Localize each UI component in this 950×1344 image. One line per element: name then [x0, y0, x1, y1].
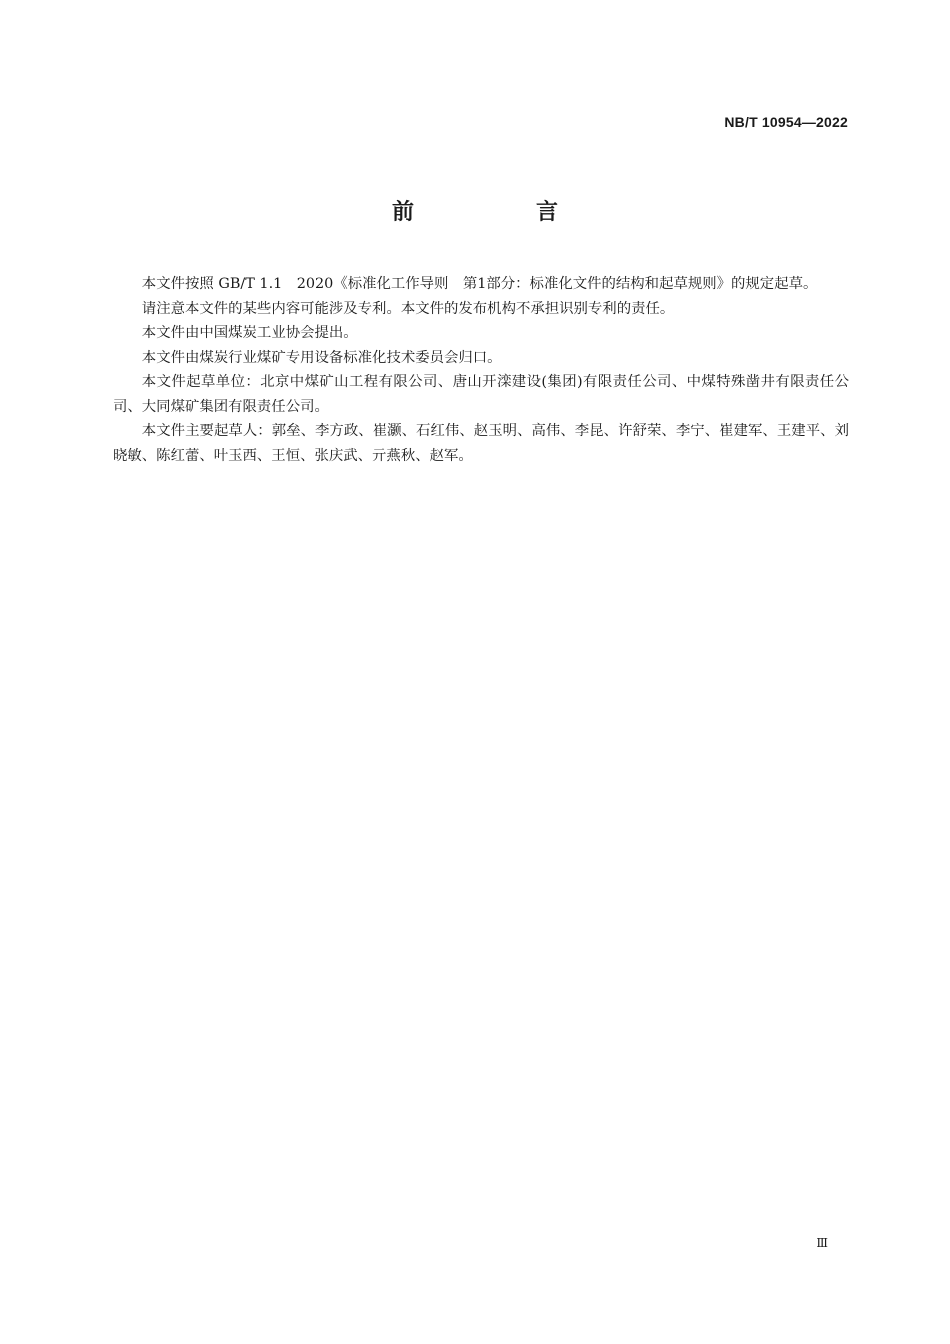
paragraph-patent-notice: 请注意本文件的某些内容可能涉及专利。本文件的发布机构不承担识别专利的责任。: [141, 300, 675, 317]
paragraph-drafting-rules: 本文件按照 GB/T 1.1 2020《标准化工作导则 第1部分：标准化文件的结构和起草规则》的规定起草。: [141, 276, 818, 292]
foreword-body: [113, 272, 849, 468]
page-title: 前 言: [391, 200, 608, 225]
paragraph-drafters: 本文件主要起草人：郭垒、李方政、崔灏、石红伟、赵玉明、高伟、李昆、许舒荣、李宁、崔建军、王建平、刘晓敏、陈红蕾、叶玉西、王恒、张庆武、亓燕秋、赵军。: [113, 423, 849, 464]
paragraph-drafting-units: 本文件起草单位：北京中煤矿山工程有限公司、唐山开滦建设(集团)有限责任公司、中煤特殊凿井有限责任公司、大同煤矿集团有限责任公司。: [113, 374, 849, 415]
standard-number: NB/T 10954—2022: [724, 114, 848, 130]
paragraph-proposer: 本文件由中国煤炭工业协会提出。: [141, 325, 358, 341]
page-number: Ⅲ: [816, 1236, 828, 1250]
paragraph-committee: 本文件由煤炭行业煤矿专用设备标准化技术委员会归口。: [141, 349, 502, 366]
